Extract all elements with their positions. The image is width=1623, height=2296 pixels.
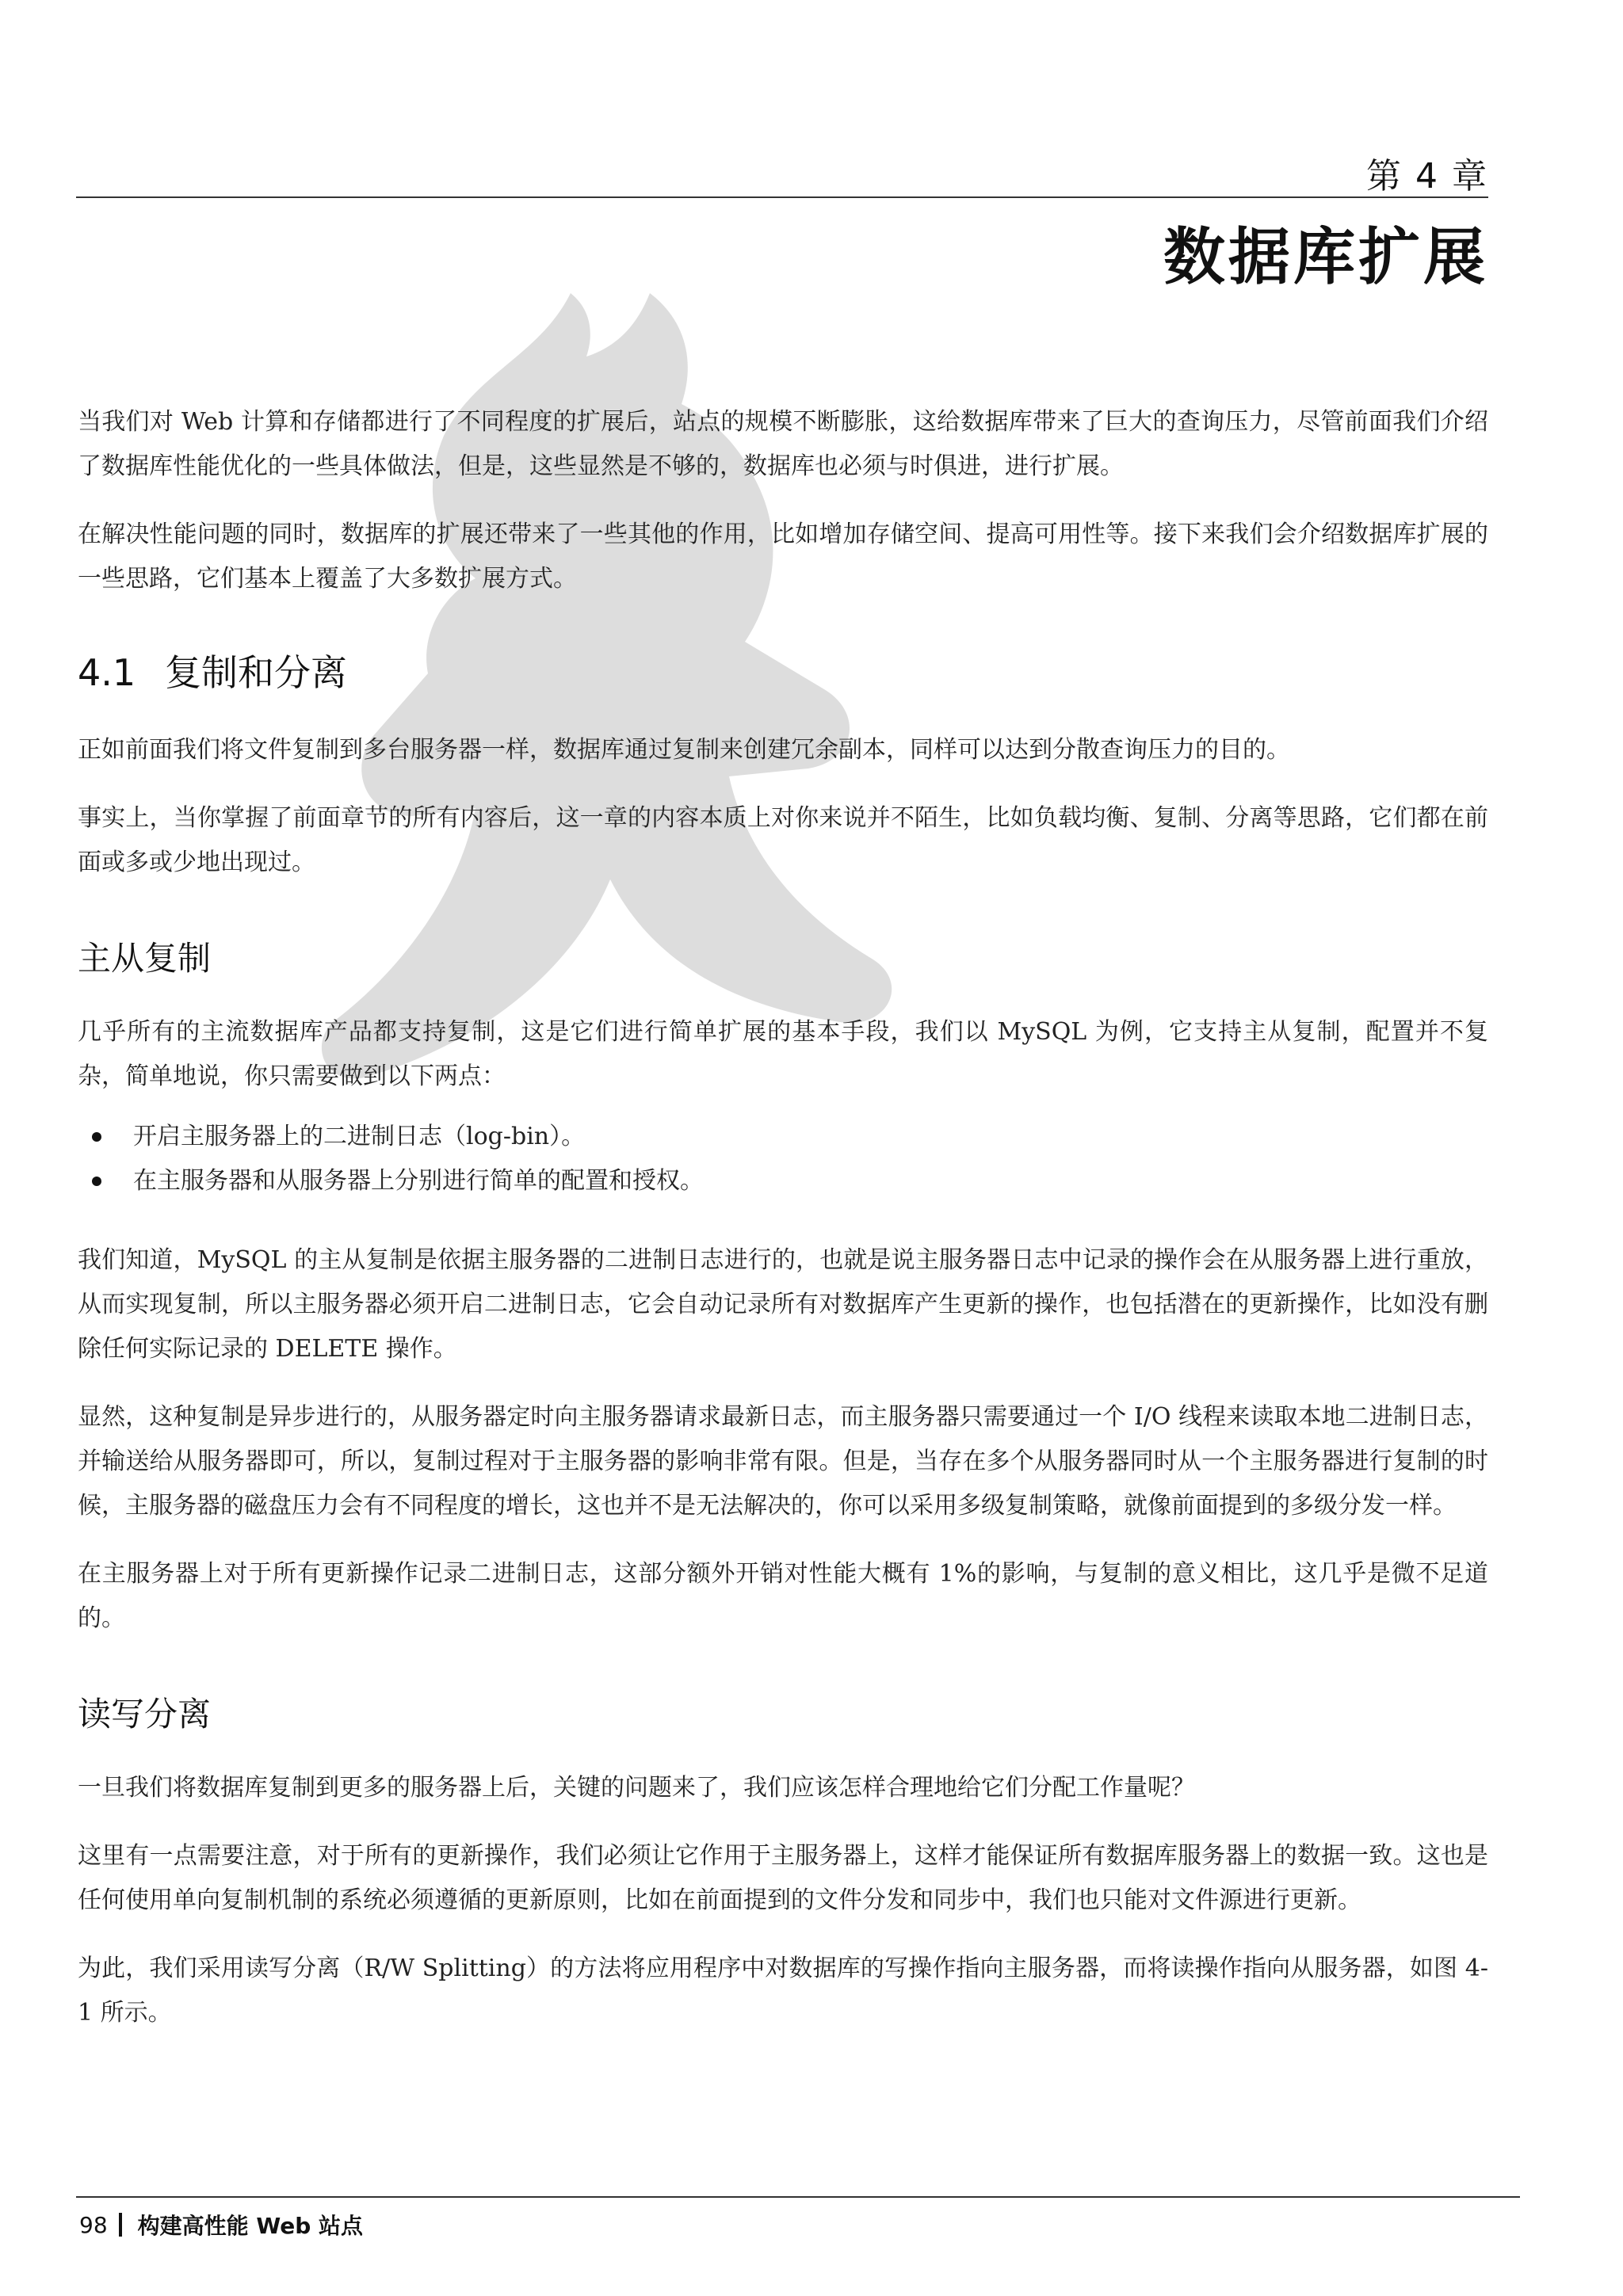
master-slave-paragraph-3: 在主服务器上对于所有更新操作记录二进制日志，这部分额外开销对性能大概有 1%的影响，与复制的意义相比，这几乎是微不足道的。 xyxy=(78,1560,1488,1632)
rw-split-paragraph-1: 一旦我们将数据库复制到更多的服务器上后，关键的问题来了，我们应该怎样合理地给它们分配工作量呢？ xyxy=(78,1774,1195,1802)
chapter-title: 数据库扩展 xyxy=(1163,222,1488,293)
list-item: 开启主服务器上的二进制日志（log-bin）。 xyxy=(133,1115,1488,1159)
section-number: 4.1 xyxy=(78,651,136,694)
page-number: 98 xyxy=(79,2211,108,2238)
bullet-list xyxy=(78,1115,1488,1203)
bullet-icon xyxy=(92,1177,101,1186)
section-paragraph-2: 事实上，当你掌握了前面章节的所有内容后，这一章的内容本质上对你来说并不陌生，比如负载均衡、复制、分离等思路，它们都在前面或多或少地出现过。 xyxy=(78,804,1488,876)
subheading-master-slave: 主从复制 xyxy=(78,939,212,978)
intro-paragraph-2: 在解决性能问题的同时，数据库的扩展还带来了一些其他的作用，比如增加存储空间、提高可用性等。接下来我们会介绍数据库扩展的一些思路，它们基本上覆盖了大多数扩展方式。 xyxy=(78,521,1488,593)
section-title: 复制和分离 xyxy=(165,651,347,694)
section-heading xyxy=(78,644,1488,696)
chapter-label: 第 4 章 xyxy=(1366,156,1488,196)
master-slave-paragraph-1: 我们知道，MySQL 的主从复制是依据主服务器的二进制日志进行的，也就是说主服务器日志中记录的操作会在从服务器上进行重放，从而实现复制，所以主服务器必须开启二进制日志，它会自动记录所有对数据库产生更新的操作，也包括潜在的更新操作，比如没有删除任何实际记录的 DELETE 操作。 xyxy=(78,1246,1488,1363)
master-slave-intro: 几乎所有的主流数据库产品都支持复制，这是它们进行简单扩展的基本手段，我们以 MySQL 为例，它支持主从复制，配置并不复杂，简单地说，你只需要做到以下两点： xyxy=(78,1018,1488,1090)
page-footer xyxy=(79,2209,363,2241)
footer-divider xyxy=(119,2213,122,2237)
intro-paragraph-1: 当我们对 Web 计算和存储都进行了不同程度的扩展后，站点的规模不断膨胀，这给数据库带来了巨大的查询压力，尽管前面我们介绍了数据库性能优化的一些具体做法，但是，这些显然是不够的，数据库也必须与时俱进，进行扩展。 xyxy=(78,408,1488,480)
section-paragraph-1: 正如前面我们将文件复制到多台服务器一样，数据库通过复制来创建冗余副本，同样可以达到分散查询压力的目的。 xyxy=(78,736,1290,764)
bullet-icon xyxy=(92,1132,101,1142)
rw-split-paragraph-2: 这里有一点需要注意，对于所有的更新操作，我们必须让它作用于主服务器上，这样才能保证所有数据库服务器上的数据一致。这也是任何使用单向复制机制的系统必须遵循的更新原则，比如在前面提到的文件分发和同步中，我们也只能对文件源进行更新。 xyxy=(78,1842,1488,1914)
chapter-rule xyxy=(76,196,1488,198)
footer-rule xyxy=(76,2196,1520,2198)
master-slave-paragraph-2: 显然，这种复制是异步进行的，从服务器定时向主服务器请求最新日志，而主服务器只需要通过一个 I/O 线程来读取本地二进制日志，并输送给从服务器即可，所以，复制过程对于主服务器的影响非常有限。但是，当存在多个从服务器同时从一个主服务器进行复制的时候，主服务器的磁盘压力会有不同程度的增长，这也并不是无法解决的，你可以采用多级复制策略，就像前面提到的多级分发一样。 xyxy=(78,1403,1488,1520)
rw-split-paragraph-3: 为此，我们采用读写分离（R/W Splitting）的方法将应用程序中对数据库的写操作指向主服务器，而将读操作指向从服务器，如图 4-1 所示。 xyxy=(78,1955,1488,2027)
book-title: 构建高性能 Web 站点 xyxy=(137,2213,364,2239)
page-body xyxy=(78,400,1488,2059)
subheading-rw-split: 读写分离 xyxy=(78,1695,212,1733)
list-item: 在主服务器和从服务器上分别进行简单的配置和授权。 xyxy=(133,1159,1488,1203)
